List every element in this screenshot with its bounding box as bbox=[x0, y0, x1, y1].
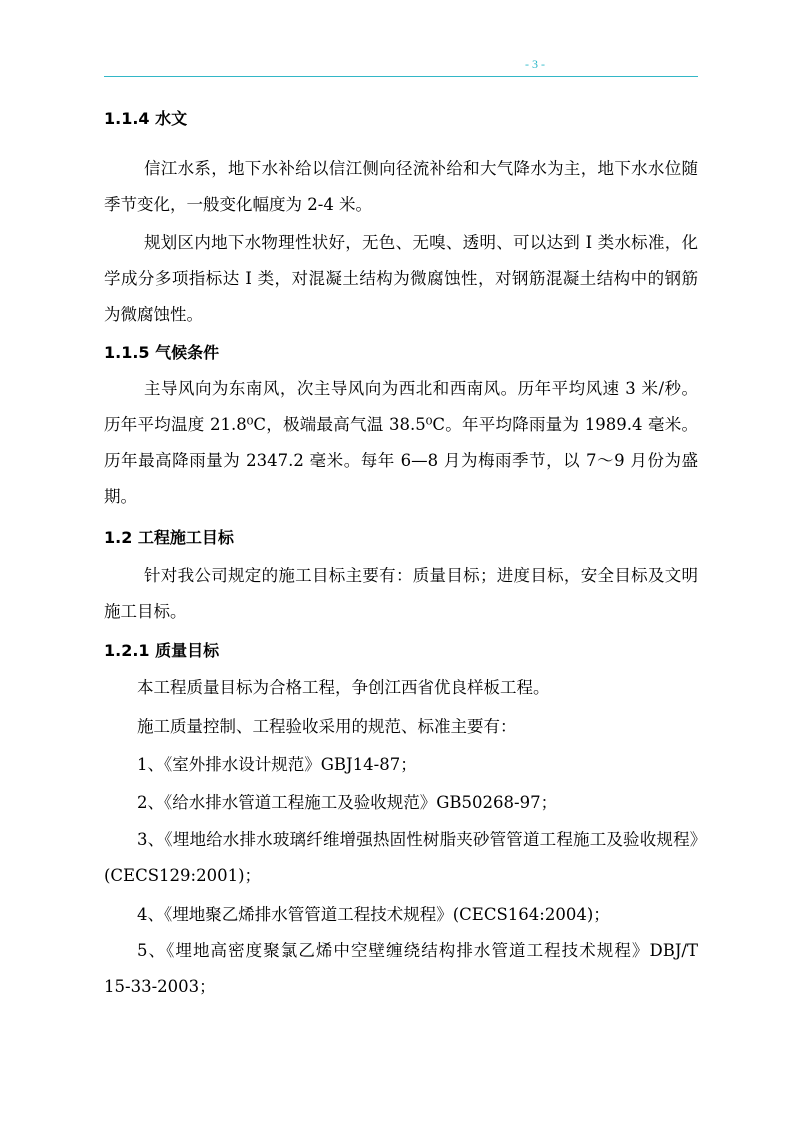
paragraph-standards-intro: 施工质量控制、工程验收采用的规范、标准主要有： bbox=[137, 717, 517, 736]
paragraph-hydrology-2: 规划区内地下水物理性状好，无色、无嗅、透明、可以达到 I 类水标准，化学成分多项指标达 I 类，对混凝土结构为微腐蚀性，对钢筋混凝土结构中的钢筋为微腐蚀性。 bbox=[104, 233, 698, 324]
list-item-standard-2: 2、《给水排水管道工程施工及验收规范》GB50268-97； bbox=[137, 793, 558, 812]
list-item-standard-1: 1、《室外排水设计规范》GBJ14-87； bbox=[137, 755, 417, 774]
paragraph-climate: 主导风向为东南风，次主导风向为西北和西南风。历年平均风速 3 米/秒。历年平均温度 21.8⁰C，极端最高气温 38.5⁰C。年平均降雨量为 1989.4 毫米。历年最高降雨量为 2347.2 毫米。每年 6—8 月为梅雨季节，以 7～9 月份为盛期。 bbox=[104, 379, 698, 506]
list-item-standard-4: 4、《埋地聚乙烯排水管管道工程技术规程》(CECS164:2004)； bbox=[137, 905, 610, 924]
list-item-standard-3: 3、《埋地给水排水玻璃纤维增强热固性树脂夹砂管管道工程施工及验收规程》(CECS129:2001)； bbox=[104, 830, 698, 885]
list-item-standard-5: 5、《埋地高密度聚氯乙烯中空壁缠绕结构排水管道工程技术规程》DBJ/T 15-33-2003； bbox=[104, 941, 698, 996]
page-number: - 3 - bbox=[525, 57, 545, 71]
paragraph-goals: 针对我公司规定的施工目标主要有：质量目标；进度目标，安全目标及文明施工目标。 bbox=[104, 566, 698, 621]
header-rule bbox=[104, 76, 698, 77]
section-heading-1-2: 1.2 工程施工目标 bbox=[104, 528, 234, 547]
section-heading-1-1-5: 1.1.5 气候条件 bbox=[104, 343, 220, 362]
paragraph-hydrology-1: 信江水系，地下水补给以信江侧向径流补给和大气降水为主，地下水水位随季节变化，一般变化幅度为 2-4 米。 bbox=[104, 159, 698, 214]
section-heading-1-1-4: 1.1.4 水文 bbox=[104, 109, 188, 128]
paragraph-quality-goal: 本工程质量目标为合格工程，争创江西省优良样板工程。 bbox=[137, 678, 550, 697]
section-heading-1-2-1: 1.2.1 质量目标 bbox=[104, 641, 220, 660]
